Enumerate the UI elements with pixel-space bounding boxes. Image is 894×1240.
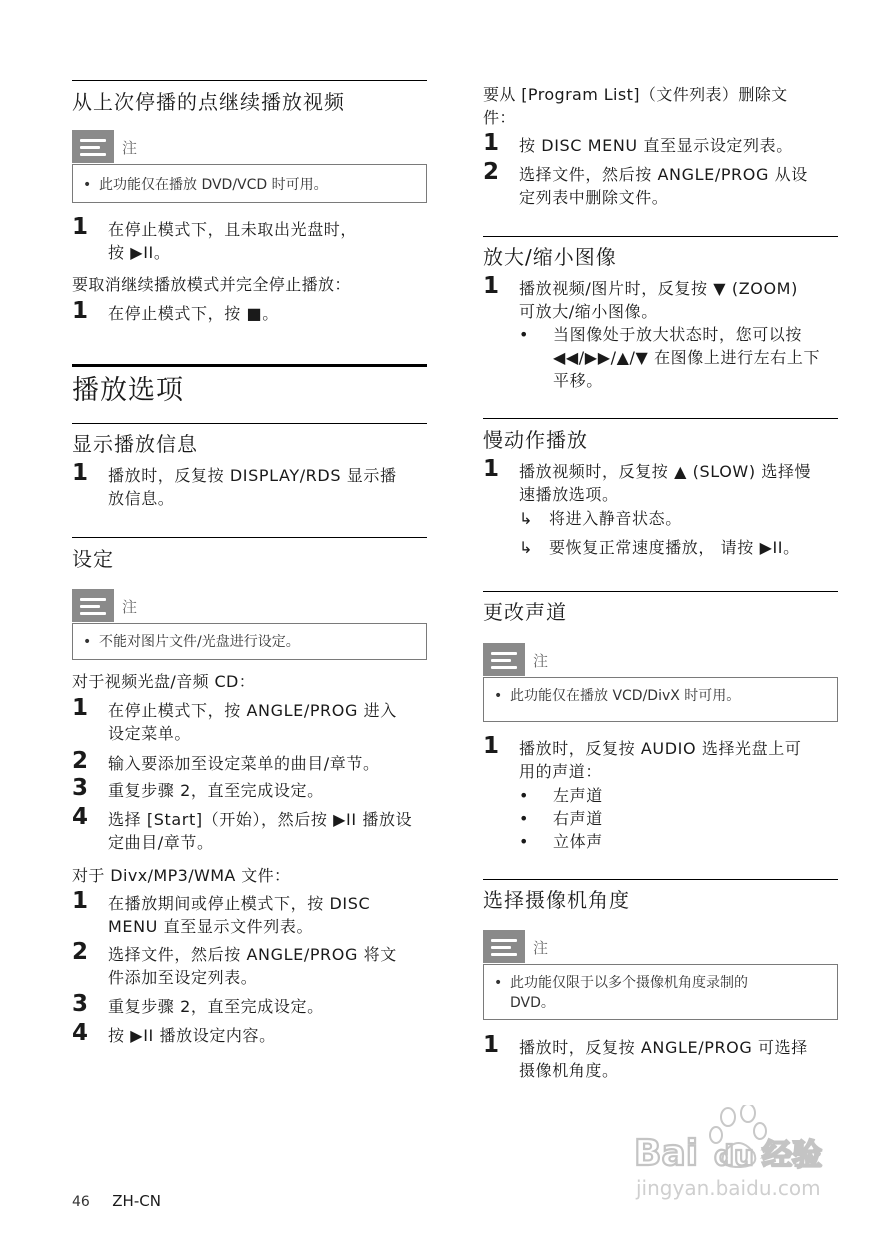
- note-box: [72, 164, 427, 203]
- note-icon: [72, 589, 114, 622]
- step-text: 选择文件，然后按 ANGLE/PROG 将文 件添加至设定列表。: [108, 945, 397, 987]
- step-text: 输入要添加至设定菜单的曲目/章节。: [108, 754, 380, 773]
- step-number: 3: [72, 775, 89, 801]
- step-text: 在停止模式下，按 ANGLE/PROG 进入 设定菜单。: [108, 701, 397, 743]
- step-text: 播放视频/图片时，反复按 ▼ (ZOOM) 可放大/缩小图像。: [519, 279, 798, 321]
- language-code: ZH-CN: [112, 1192, 161, 1210]
- paragraph: 对于视频光盘/音频 CD：: [72, 672, 256, 691]
- note-icon: [72, 130, 114, 163]
- note-box: [483, 677, 838, 722]
- result-arrow-icon: ↳: [519, 509, 534, 528]
- note-box: [72, 623, 427, 660]
- bullet-mark: •: [519, 325, 530, 344]
- page-number: 46: [72, 1194, 90, 1210]
- bullet-item: • 当图像处于放大状态时，您可以按 ◀◀/▶▶/▲/▼ 在图像上进行左右上下 平移。: [519, 325, 821, 390]
- step-text: 按 ▶II 播放设定内容。: [108, 1026, 276, 1045]
- step-text: 重复步骤 2，直至完成设定。: [108, 997, 324, 1016]
- step-number: 1: [72, 298, 89, 324]
- chapter-rule: [72, 364, 427, 367]
- result-arrow-icon: ↳: [519, 538, 534, 557]
- baidu-paw-logo-icon: [632, 1105, 842, 1205]
- page-footer: [72, 1192, 161, 1210]
- section-title-resume: 从上次停播的点继续播放视频: [72, 90, 345, 114]
- step-text: 在停止模式下，按 ■。: [108, 304, 279, 323]
- bullet-mark: •: [519, 809, 530, 828]
- step-number: 2: [72, 939, 89, 965]
- svg-text:Bai: Bai: [634, 1133, 699, 1174]
- note-header: [72, 589, 427, 622]
- bullet-item: • 立体声: [519, 832, 603, 851]
- bullet-item: • 右声道: [519, 809, 603, 828]
- note-icon: [483, 930, 525, 963]
- step-number: 2: [72, 748, 89, 774]
- section-title-slow: 慢动作播放: [483, 428, 588, 452]
- baidu-watermark: [632, 1105, 842, 1205]
- section-title-audio: 更改声道: [483, 600, 567, 624]
- section-rule: [72, 80, 427, 81]
- section-rule: [72, 537, 427, 538]
- result-item: ↳ 将进入静音状态。: [519, 509, 682, 528]
- step-text: 选择文件，然后按 ANGLE/PROG 从设 定列表中删除文件。: [519, 165, 808, 207]
- note-label: 注: [533, 939, 549, 957]
- step-text: 播放时，反复按 ANGLE/PROG 可选择 摄像机角度。: [519, 1038, 808, 1080]
- note-label: 注: [533, 652, 549, 670]
- step-number: 1: [72, 460, 89, 486]
- section-title-zoom: 放大/缩小图像: [483, 245, 617, 269]
- paragraph: 要取消继续播放模式并完全停止播放：: [72, 275, 351, 294]
- step-number: 4: [72, 1020, 89, 1046]
- step-text: 重复步骤 2，直至完成设定。: [108, 781, 324, 800]
- paragraph: 要从 [Program List]（文件列表）删除文 件：: [483, 85, 788, 127]
- note-item: • 不能对图片文件/光盘进行设定。: [83, 634, 300, 650]
- note-header: [72, 130, 427, 163]
- section-title-angle: 选择摄像机角度: [483, 888, 630, 912]
- step-number: 1: [72, 888, 89, 914]
- step-number: 1: [483, 130, 500, 156]
- section-title-display-info: 显示播放信息: [72, 432, 198, 456]
- step-text: 在播放期间或停止模式下，按 DISC MENU 直至显示文件列表。: [108, 894, 371, 936]
- step-number: 2: [483, 159, 500, 185]
- svg-text:经验: 经验: [762, 1138, 822, 1173]
- bullet-mark: •: [519, 832, 530, 851]
- step-text: 选择 [Start]（开始），然后按 ▶II 播放设 定曲目/章节。: [108, 810, 413, 852]
- step-text: 播放时，反复按 DISPLAY/RDS 显示播 放信息。: [108, 466, 397, 508]
- step-text: 按 DISC MENU 直至显示设定列表。: [519, 136, 793, 155]
- note-label: 注: [122, 598, 138, 616]
- note-item: • 此功能仅在播放 VCD/DivX 时可用。: [494, 688, 741, 704]
- section-title-program: 设定: [72, 547, 114, 571]
- bullet-mark: •: [519, 786, 530, 805]
- note-header: [483, 643, 838, 676]
- note-item: • 此功能仅在播放 DVD/VCD 时可用。: [83, 177, 328, 193]
- step-text: 播放时，反复按 AUDIO 选择光盘上可 用的声道：: [519, 739, 802, 781]
- section-rule: [483, 879, 838, 880]
- paragraph: 对于 Divx/MP3/WMA 文件：: [72, 866, 291, 885]
- step-number: 3: [72, 991, 89, 1017]
- step-text: 在停止模式下，且未取出光盘时， 按 ▶II。: [108, 220, 358, 262]
- svg-text:jingyan.baidu.com: jingyan.baidu.com: [636, 1176, 821, 1200]
- step-text: 播放视频时，反复按 ▲ (SLOW) 选择慢 速播放选项。: [519, 462, 812, 504]
- note-item: • 此功能仅限于以多个摄像机角度录制的 DVD。: [494, 975, 748, 1011]
- svg-text:du: du: [714, 1139, 754, 1172]
- note-box: [483, 964, 838, 1020]
- step-number: 1: [483, 1032, 500, 1058]
- step-number: 1: [483, 273, 500, 299]
- step-number: 1: [72, 695, 89, 721]
- note-header: [483, 930, 838, 963]
- section-rule: [72, 423, 427, 424]
- section-rule: [483, 591, 838, 592]
- section-rule: [483, 236, 838, 237]
- result-item: ↳ 要恢复正常速度播放， 请按 ▶II。: [519, 538, 800, 557]
- note-label: 注: [122, 139, 138, 157]
- section-rule: [483, 418, 838, 419]
- step-number: 4: [72, 804, 89, 830]
- note-icon: [483, 643, 525, 676]
- bullet-item: • 左声道: [519, 786, 603, 805]
- chapter-title: 播放选项: [72, 375, 184, 406]
- step-number: 1: [483, 733, 500, 759]
- step-number: 1: [72, 214, 89, 240]
- step-number: 1: [483, 456, 500, 482]
